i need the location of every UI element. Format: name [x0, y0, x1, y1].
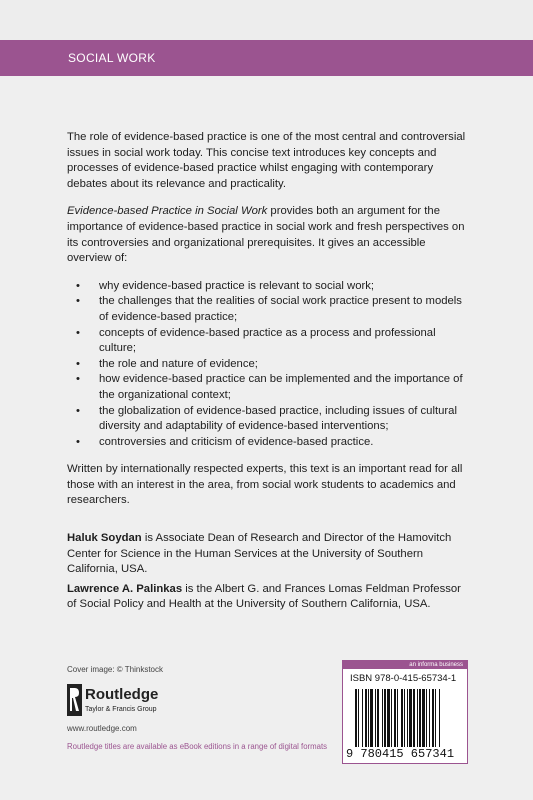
topic-list — [67, 279, 467, 451]
cover-credit: Cover image: © Thinkstock — [67, 665, 164, 674]
isbn-number: ISBN 978-0-415-65734-1 — [350, 673, 457, 684]
section-band — [0, 40, 533, 76]
top-strip — [0, 0, 533, 40]
author-bio: Haluk Soydan is Associate Dean of Research and Director of the Hamovitch Center for Science in the Human Services at the University of Southern California, USA. — [67, 532, 452, 576]
list-item: • how evidence-based practice can be implemented and the importance of the organizational context; — [76, 373, 463, 401]
section-label: SOCIAL WORK — [68, 51, 156, 65]
author-bio: Lawrence A. Palinkas is the Albert G. and Frances Lomas Feldman Professor of Social Policy and Health at the University of Southern California, USA. — [67, 582, 461, 611]
bullet-icon: • — [76, 404, 80, 417]
book-title: Evidence-based Practice in Social Work — [67, 205, 268, 218]
publisher-website[interactable]: www.routledge.com — [67, 724, 137, 733]
publisher-footer — [67, 665, 337, 751]
isbn-box — [342, 660, 468, 764]
blurb — [67, 130, 467, 617]
bullet-icon: • — [76, 435, 80, 448]
list-item: • why evidence-based practice is relevant to social work; — [67, 279, 467, 295]
list-item: • concepts of evidence-based practice as a process and professional culture; — [76, 326, 436, 355]
list-item: • the challenges that the realities of social work practice present to models of evidence-based practice; — [76, 295, 462, 323]
publisher-logo — [67, 684, 337, 718]
author-name: Haluk Soydan — [67, 532, 142, 545]
barcode-icon — [355, 689, 459, 747]
author-bios — [67, 531, 467, 613]
author-name: Lawrence A. Palinkas — [67, 582, 183, 595]
informa-label: an informa business — [343, 661, 467, 669]
bullet-icon: • — [76, 326, 80, 339]
intro-paragraph: The role of evidence-based practice is one of the most central and controversial issues in social work today. This concise text introduces key concepts and processes of evidence-based practice whilst engaging with contemporary debates about its relevance and practicality. — [67, 131, 466, 190]
bullet-icon: • — [76, 279, 80, 292]
ebook-note: Routledge titles are available as eBook editions in a range of digital formats — [67, 742, 328, 751]
publisher-group: Taylor & Francis Group — [85, 706, 157, 713]
overview-text: provides both an argument for the importance of evidence-based practice in social work and fresh perspectives on its controversies and organizational prerequisites. It gives an accessible overview of: — [67, 205, 465, 265]
routledge-logo-icon — [67, 684, 82, 716]
bullet-icon: • — [76, 295, 80, 308]
list-item: • the role and nature of evidence; — [67, 357, 467, 373]
list-item: • controversies and criticism of evidence-based practice. — [67, 435, 467, 451]
bullet-icon: • — [76, 373, 80, 386]
closing-paragraph: Written by internationally respected experts, this text is an important read for all those with an interest in the area, from social work students to academics and researchers. — [67, 463, 463, 507]
publisher-name: Routledge — [85, 686, 159, 703]
overview-paragraph — [67, 204, 467, 266]
barcode-digits: 9 780415 657341 — [346, 747, 455, 761]
list-item: • the globalization of evidence-based practice, including issues of cultural diversity and adaptability of evidence-based interventions; — [76, 404, 457, 433]
bullet-icon: • — [76, 357, 80, 370]
